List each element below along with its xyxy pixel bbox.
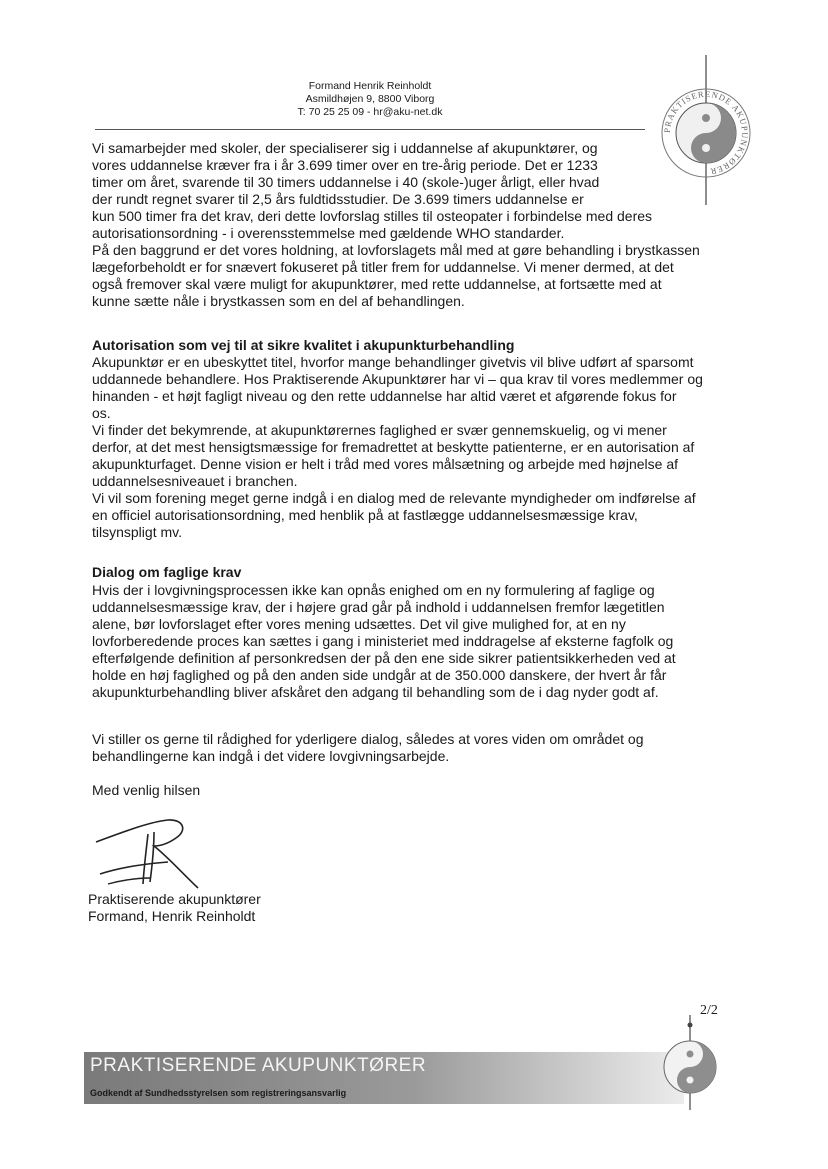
text-line: lovforberedende proces kan sættes i gang i ministeriet med inddragelse af eksterne fagfolk og	[92, 633, 674, 649]
signoff-name: Formand, Henrik Reinholdt	[88, 908, 256, 924]
text-line: kun 500 timer fra det krav, deri dette lovforslag stilles til osteopater i forbindelse med deres	[92, 208, 653, 224]
text-line: derfor, at det mest hensigtsmæssige for fremadrettet at beskytte patienterne, er en autorisation af	[92, 439, 695, 455]
text-line: os.	[92, 405, 111, 421]
text-line: der rundt regnet svarer til 2,5 års fuldtidsstudier. De 3.699 timers uddannelse er	[92, 191, 584, 207]
footer-subtitle: Godkendt af Sundhedsstyrelsen som registreringsansvarlig	[90, 1088, 347, 1098]
text-line: Vi samarbejder med skoler, der specialiserer sig i uddannelse af akupunktører, og	[92, 140, 598, 156]
text-line: behandlingerne kan indgå i det videre lovgivningsarbejde.	[92, 748, 450, 764]
text-line: akupunkturfaget. Denne vision er helt i tråd med vores målsætning og arbejde med højnelse af	[92, 456, 678, 472]
section-heading-dialog: Dialog om faglige krav	[92, 564, 242, 580]
text-line: Vi finder det bekymrende, at akupunktørernes faglighed er svær gennemskuelig, og vi mener	[92, 422, 667, 438]
text-line: timer om året, svarende til 30 timers uddannelse i 40 (skole-)uger årligt, eller hvad	[92, 174, 600, 190]
text-line: kunne sætte nåle i brystkassen som en del af behandlingen.	[92, 293, 465, 309]
greeting: Med venlig hilsen	[92, 782, 201, 798]
text-line: Vi stiller os gerne til rådighed for yderligere dialog, således at vores viden om området og	[92, 731, 644, 747]
page-number: 2/2	[700, 1003, 718, 1018]
signoff-block	[88, 891, 261, 925]
paragraph-dialog	[92, 582, 742, 701]
header-divider	[95, 129, 645, 130]
text-line: akupunkturbehandling bliver afskåret den adgang til behandling som de i dag nyder godt af.	[92, 684, 659, 700]
text-line: uddannelsesniveauet i branchen.	[92, 473, 298, 489]
sender-contact: T: 70 25 25 09 - hr@aku-net.dk	[297, 106, 443, 118]
text-line: en officiel autorisationsordning, med henblik på at fastlægge uddannelsesmæssige krav,	[92, 507, 638, 523]
sender-name: Formand Henrik Reinholdt	[308, 80, 432, 92]
sender-address: Asmildhøjen 9, 8800 Viborg	[305, 93, 435, 105]
text-line: Vi vil som forening meget gerne indgå i en dialog med de relevante myndigheder om indførelse af	[92, 490, 696, 506]
footer-organization-title: PRAKTISERENDE AKUPUNKTØRER	[90, 1055, 427, 1076]
text-line: også fremover skal være muligt for akupunktører, med rette uddannelse, at fortsætte med at	[92, 276, 662, 292]
text-line: tilsynspligt mv.	[92, 524, 182, 540]
text-line: På den baggrund er det vores holdning, at lovforslagets mål med at gøre behandling i brystkassen	[92, 242, 700, 258]
paragraph-authorisation	[92, 354, 742, 541]
text-line: hinanden - et højt fagligt niveau og den rette uddannelse har altid været et afgørende fokus for	[92, 388, 677, 404]
signoff-organization: Praktiserende akupunktører	[88, 891, 261, 907]
footer-yin-yang-icon	[660, 1015, 720, 1110]
section-heading-authorisation: Autorisation som vej til at sikre kvalitet i akupunkturbehandling	[92, 337, 515, 353]
text-line: uddannelsesmæssige krav, der i højere grad går på indhold i uddannelsen fremfor lægetitlen	[92, 599, 665, 615]
paragraph-availability	[92, 731, 742, 765]
text-line: Hvis der i lovgivningsprocessen ikke kan opnås enighed om en ny formulering af faglige og	[92, 582, 655, 598]
text-line: holde en høj faglighed og på den anden side undgår at de 350.000 danskere, der hvert år får	[92, 667, 667, 683]
text-line: efterfølgende definition af personkredsen der på den ene side sikrer patientsikkerheden ved at	[92, 650, 676, 666]
handwritten-signature	[88, 812, 208, 892]
paragraph-education	[92, 140, 742, 310]
text-line: Akupunktør er en ubeskyttet titel, hvorfor mange behandlinger givetvis vil blive udført af sparsomt	[92, 354, 694, 370]
text-line: lægeforbeholdt er for snævert fokuseret på titler frem for uddannelse. Vi mener dermed, at det	[92, 259, 674, 275]
logo-ring-text: PRAKTISERENDE AKUPUNKTØRER	[661, 88, 751, 177]
text-line: alene, bør lovforslaget efter vores mening udsættes. Det vil give mulighed for, at en ny	[92, 616, 626, 632]
text-line: autorisationsordning - i overensstemmelse med gældende WHO standarder.	[92, 225, 565, 241]
letterhead	[240, 80, 500, 119]
text-line: vores uddannelse kræver fra i år 3.699 timer over en tre-årig periode. Det er 1233	[92, 157, 598, 173]
text-line: uddannede behandlere. Hos Praktiserende Akupunktører har vi – qua krav til vores medlemmer og	[92, 371, 703, 387]
